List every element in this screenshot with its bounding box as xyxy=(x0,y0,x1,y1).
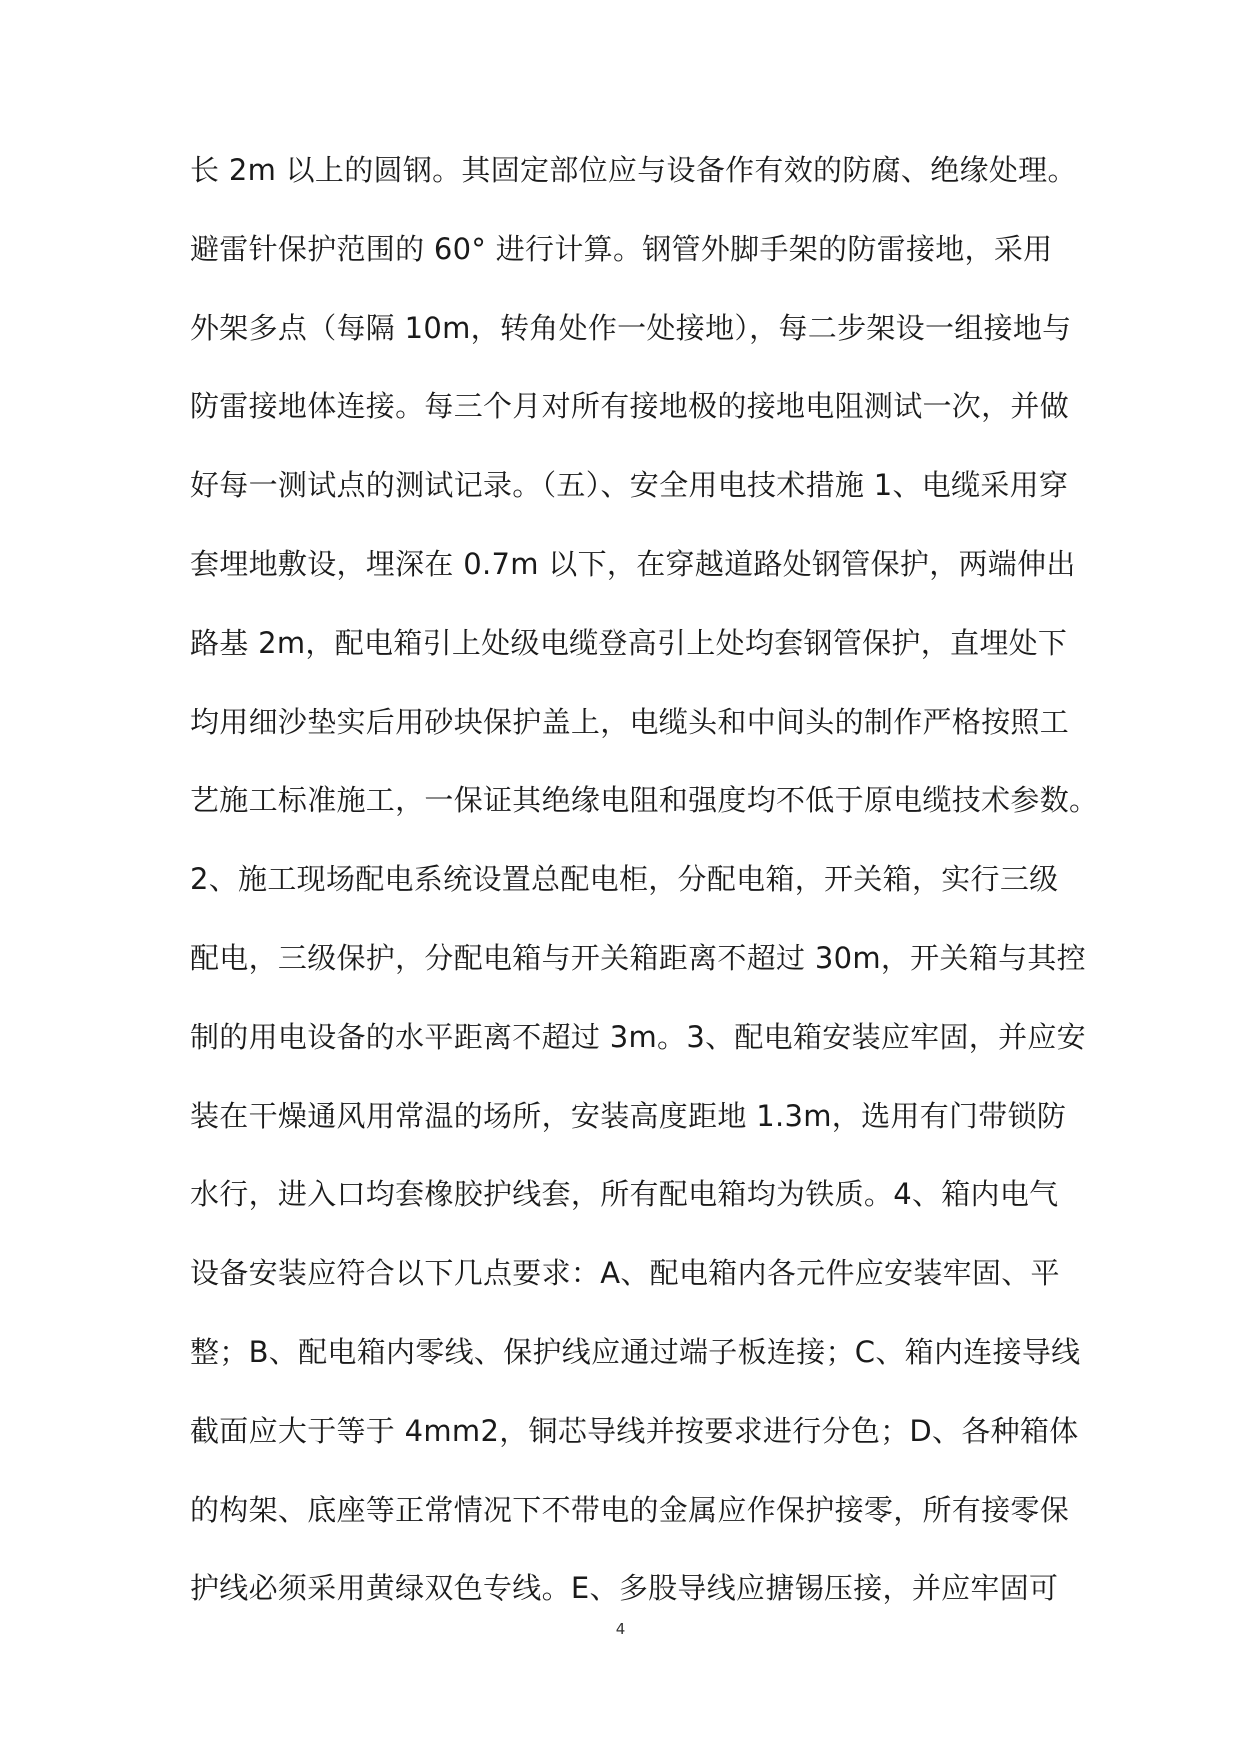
page-number: 4 xyxy=(615,1620,626,1638)
text-line-3: 外架多点（每隔 10m，转角处作一处接地），每二步架设一组接地与 xyxy=(190,310,1072,345)
text-line-2: 避雷针保护范围的 60° 进行计算。钢管外脚手架的防雷接地，采用 xyxy=(190,231,1053,266)
text-line-11: 配电，三级保护，分配电箱与开关箱距离不超过 30m，开关箱与其控 xyxy=(190,940,1086,975)
text-line-19: 护线必须采用黄绿双色专线。E、多股导线应搪锡压接，并应牢固可 xyxy=(190,1571,1059,1606)
text-line-14: 水行，进入口均套橡胶护线套，所有配电箱均为铁质。4、箱内电气 xyxy=(190,1177,1059,1212)
text-line-17: 截面应大于等于 4mm2，铜芯导线并按要求进行分色；D、各种箱体 xyxy=(190,1413,1079,1448)
text-line-16: 整；B、配电箱内零线、保护线应通过端子板连接；C、箱内连接导线 xyxy=(190,1334,1081,1369)
text-line-1: 长 2m 以上的圆钢。其固定部位应与设备作有效的防腐、绝缘处理。 xyxy=(190,153,1077,187)
text-line-7: 路基 2m，配电箱引上处级电缆登高引上处均套钢管保护，直埋处下 xyxy=(190,625,1068,660)
text-line-18: 的构架、底座等正常情况下不带电的金属应作保护接零，所有接零保 xyxy=(190,1492,1070,1527)
text-line-4: 防雷接地体连接。每三个月对所有接地极的接地电阻测试一次，并做 xyxy=(190,389,1070,424)
text-line-15: 设备安装应符合以下几点要求：A、配电箱内各元件应安装牢固、平 xyxy=(190,1256,1060,1291)
text-line-12: 制的用电设备的水平距离不超过 3m。3、配电箱安装应牢固，并应安 xyxy=(190,1019,1086,1054)
text-line-5: 好每一测试点的测试记录。（五）、安全用电技术措施 1、电缆采用穿 xyxy=(190,468,1069,503)
text-line-6: 套埋地敷设，埋深在 0.7m 以下，在穿越道路处钢管保护，两端伸出 xyxy=(190,546,1076,581)
text-line-10: 2、施工现场配电系统设置总配电柜，分配电箱，开关箱，实行三级 xyxy=(190,862,1059,897)
text-line-8: 均用细沙垫实后用砂块保护盖上，电缆头和中间头的制作严格按照工 xyxy=(190,704,1070,739)
text-line-13: 装在干燥通风用常温的场所，安装高度距地 1.3m，选用有门带锁防 xyxy=(190,1098,1067,1133)
body-text xyxy=(190,140,1099,1637)
text-line-9: 艺施工标准施工，一保证其绝缘电阻和强度均不低于原电缆技术参数。 xyxy=(190,783,1099,818)
